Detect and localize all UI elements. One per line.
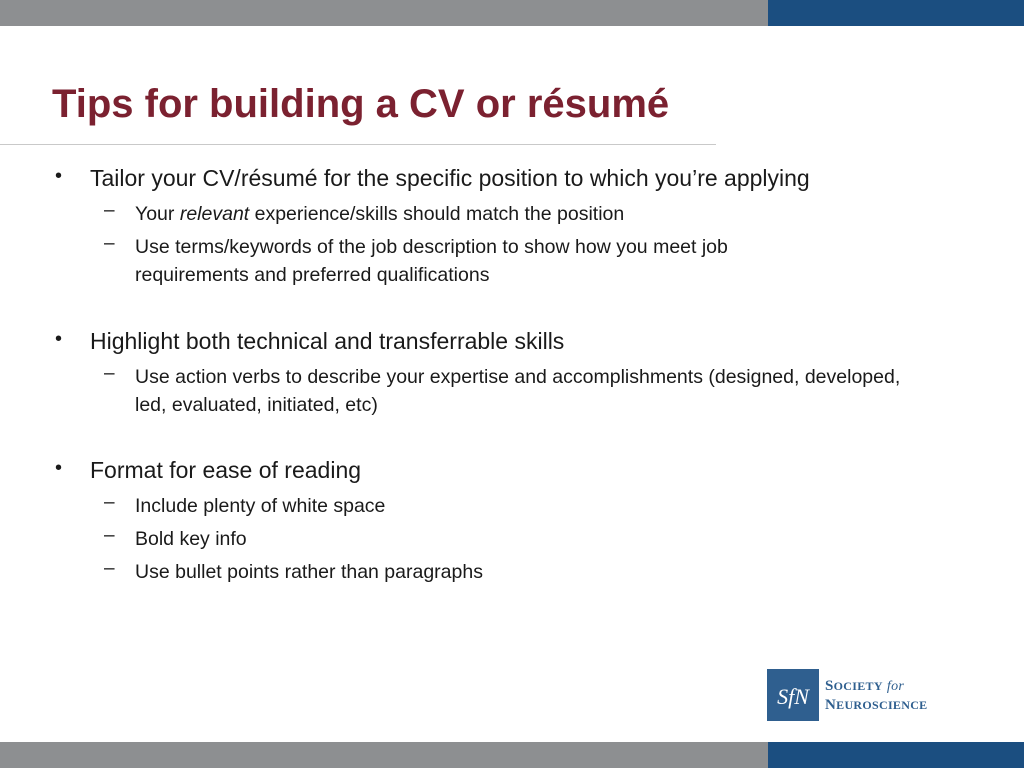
- dash-mark: –: [104, 525, 115, 546]
- bullet-text: Tailor your CV/résumé for the specific position to which you’re applying: [90, 165, 810, 191]
- bottom-banner-blue: [768, 742, 1024, 768]
- sfn-logo-line2: NEUROSCIENCE: [825, 697, 928, 713]
- sub-bullet-text: Use action verbs to describe your expertise and accomplishments (designed, developed, led, evaluated, initiated, etc): [135, 366, 901, 416]
- dash-mark: –: [104, 492, 115, 513]
- sub-bullet-text: Include plenty of white space: [135, 495, 386, 517]
- sub-bullet-text: Use bullet points rather than paragraphs: [135, 561, 483, 583]
- sub-bullet-text: Bold key info: [135, 528, 247, 550]
- sub-bullet-text-post: experience/skills should match the position: [249, 203, 625, 225]
- sub-bullet-text: Use terms/keywords of the job description to show how you meet job requirements and preferred qualifications: [135, 236, 728, 286]
- bullet-mark: •: [55, 165, 63, 187]
- sfn-logo: [767, 669, 957, 721]
- emphasis-text: relevant: [179, 203, 250, 225]
- bullet-text: Format for ease of reading: [90, 457, 362, 483]
- sfn-logo-mark-text: SfN: [777, 684, 809, 709]
- dash-mark: –: [104, 558, 115, 579]
- dash-mark: –: [104, 200, 115, 221]
- sub-bullet-text: [135, 200, 935, 228]
- bullet-mark: •: [55, 328, 63, 350]
- sfn-logo-line1: SOCIETY for: [825, 678, 905, 694]
- bottom-banner-gray: [0, 742, 768, 768]
- dash-mark: –: [104, 363, 115, 384]
- bottom-banner: [0, 742, 1024, 768]
- sub-bullet-text-pre: Your: [135, 203, 180, 225]
- sfn-logo-text: [825, 677, 927, 714]
- dash-mark: –: [104, 233, 115, 254]
- slide-title: Tips for building a CV or résumé: [52, 82, 670, 126]
- bullet-mark: •: [55, 457, 63, 479]
- sfn-logo-mark: [767, 669, 819, 721]
- bullet-text: Highlight both technical and transferrable skills: [90, 328, 565, 354]
